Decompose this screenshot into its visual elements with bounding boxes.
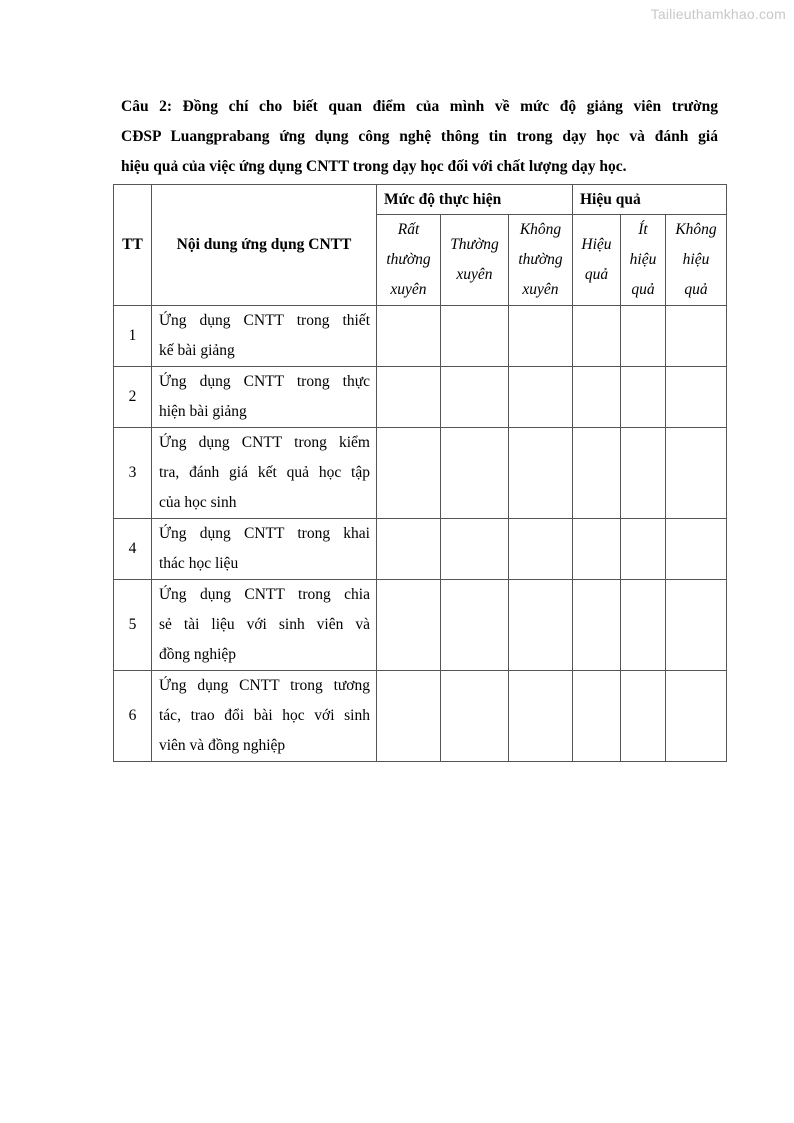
- table-row: [114, 519, 727, 580]
- header-tt: TT: [114, 185, 152, 306]
- watermark: Tailieuthamkhao.com: [650, 6, 786, 22]
- cell-frequent[interactable]: [441, 306, 509, 367]
- cell-very-frequent[interactable]: [377, 367, 441, 428]
- header-less-effective: Ít hiệu quả: [621, 215, 666, 306]
- row-content: Ứng dụng CNTT trong khai thác học liệu: [152, 519, 377, 580]
- header-level-group: Mức độ thực hiện: [377, 185, 573, 215]
- header-not-effective: Không hiệu quả: [666, 215, 727, 306]
- cell-frequent[interactable]: [441, 580, 509, 671]
- cell-not-effective[interactable]: [666, 428, 727, 519]
- header-content: Nội dung ứng dụng CNTT: [152, 185, 377, 306]
- question-line: CĐSP Luangprabang ứng dụng công nghệ thông tin trong dạy học và đánh giá: [121, 128, 718, 145]
- cell-not-frequent[interactable]: [509, 428, 573, 519]
- cell-effective[interactable]: [573, 367, 621, 428]
- cell-frequent[interactable]: [441, 367, 509, 428]
- cell-effective[interactable]: [573, 671, 621, 762]
- header-frequent: Thường xuyên: [441, 215, 509, 306]
- cell-less-effective[interactable]: [621, 428, 666, 519]
- question-line: hiệu quả của việc ứng dụng CNTT trong dạy học đối với chất lượng dạy học.: [121, 158, 627, 175]
- cell-not-frequent[interactable]: [509, 306, 573, 367]
- cell-frequent[interactable]: [441, 671, 509, 762]
- row-content: Ứng dụng CNTT trong thực hiện bài giảng: [152, 367, 377, 428]
- row-number: 6: [114, 671, 152, 762]
- cell-less-effective[interactable]: [621, 671, 666, 762]
- cell-effective[interactable]: [573, 428, 621, 519]
- cell-frequent[interactable]: [441, 428, 509, 519]
- row-content: Ứng dụng CNTT trong chia sẻ tài liệu với sinh viên và đồng nghiệp: [152, 580, 377, 671]
- row-content: Ứng dụng CNTT trong thiết kế bài giảng: [152, 306, 377, 367]
- table-row: [114, 367, 727, 428]
- row-content: Ứng dụng CNTT trong kiểm tra, đánh giá kết quả học tập của học sinh: [152, 428, 377, 519]
- row-number: 1: [114, 306, 152, 367]
- row-number: 3: [114, 428, 152, 519]
- table-row: [114, 428, 727, 519]
- cell-less-effective[interactable]: [621, 306, 666, 367]
- cell-very-frequent[interactable]: [377, 306, 441, 367]
- table-row: [114, 306, 727, 367]
- cell-very-frequent[interactable]: [377, 519, 441, 580]
- table-row: [114, 671, 727, 762]
- cell-not-effective[interactable]: [666, 367, 727, 428]
- cell-effective[interactable]: [573, 519, 621, 580]
- cell-not-effective[interactable]: [666, 580, 727, 671]
- cell-not-frequent[interactable]: [509, 519, 573, 580]
- header-effect-group: Hiệu quả: [573, 185, 727, 215]
- cell-effective[interactable]: [573, 306, 621, 367]
- cell-less-effective[interactable]: [621, 367, 666, 428]
- row-number: 2: [114, 367, 152, 428]
- cell-not-frequent[interactable]: [509, 367, 573, 428]
- survey-table: [113, 184, 727, 762]
- header-not-frequent: Không thường xuyên: [509, 215, 573, 306]
- header-effective: Hiệu quả: [573, 215, 621, 306]
- cell-less-effective[interactable]: [621, 519, 666, 580]
- header-very-frequent: Rất thường xuyên: [377, 215, 441, 306]
- cell-not-frequent[interactable]: [509, 580, 573, 671]
- cell-less-effective[interactable]: [621, 580, 666, 671]
- row-number: 5: [114, 580, 152, 671]
- row-content: Ứng dụng CNTT trong tương tác, trao đổi bài học với sinh viên và đồng nghiệp: [152, 671, 377, 762]
- row-number: 4: [114, 519, 152, 580]
- cell-not-effective[interactable]: [666, 306, 727, 367]
- question-text: [121, 92, 718, 182]
- cell-very-frequent[interactable]: [377, 428, 441, 519]
- table-row: [114, 580, 727, 671]
- cell-very-frequent[interactable]: [377, 580, 441, 671]
- cell-not-effective[interactable]: [666, 519, 727, 580]
- cell-not-frequent[interactable]: [509, 671, 573, 762]
- cell-frequent[interactable]: [441, 519, 509, 580]
- cell-very-frequent[interactable]: [377, 671, 441, 762]
- cell-not-effective[interactable]: [666, 671, 727, 762]
- cell-effective[interactable]: [573, 580, 621, 671]
- question-line: Câu 2: Đồng chí cho biết quan điểm của mình về mức độ giảng viên trường: [121, 98, 718, 115]
